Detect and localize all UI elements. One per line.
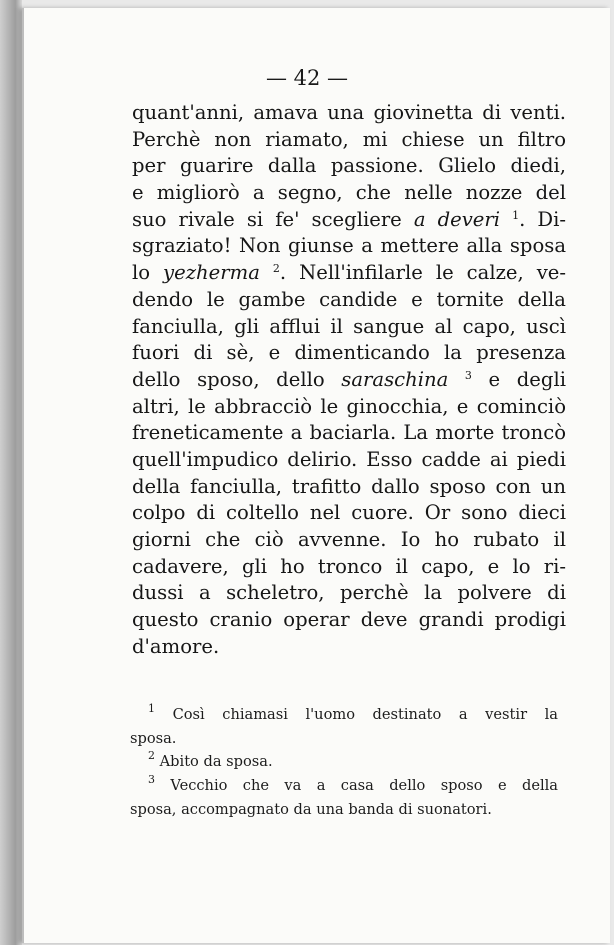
text-line: altri, le abbracciò le ginocchia, e cominciò <box>132 394 566 418</box>
text-line <box>132 207 566 234</box>
footnote-3 <box>130 774 558 798</box>
body-text <box>132 100 566 660</box>
text-segment: lo <box>132 261 164 285</box>
footnote-1 <box>130 703 558 727</box>
text-line: fuori di sè, e dimenticando la presenza <box>132 341 566 365</box>
footnote-ref: 2 <box>272 262 280 276</box>
italic-term: saraschina <box>341 367 449 391</box>
text-line: colpo di coltello nel cuore. Or sono dieci <box>132 501 566 525</box>
text-line: quant'anni, amava una giovinetta di venti. <box>132 101 566 124</box>
text-line: questo cranio operar deve grandi prodigi <box>132 608 566 632</box>
text-line <box>132 260 566 287</box>
text-line: dussi a scheletro, perchè la polvere di <box>132 581 566 605</box>
italic-term: yezherma <box>163 261 260 285</box>
footnote-mark: 2 <box>148 749 155 763</box>
text-segment: . Nell'infilarle le calze, ve- <box>279 261 567 285</box>
text-segment: e degli <box>471 367 566 391</box>
footnote-mark: 1 <box>148 702 155 715</box>
text-line: cadavere, gli ho tronco il capo, e lo ri- <box>132 554 566 578</box>
text-line: e migliorò a segno, che nelle nozze del <box>132 181 566 205</box>
footnote-ref: 3 <box>464 368 472 382</box>
text-line: Perchè non riamato, mi chiese un filtro <box>132 127 566 151</box>
footnote-mark: 3 <box>148 773 155 787</box>
footnote-3-continued: sposa, accompagnato da una banda di suonatori. <box>130 800 492 818</box>
footnote-1-continued: sposa. <box>130 729 177 747</box>
footnote-ref: 1 <box>512 208 520 222</box>
text-segment: . Di- <box>519 207 566 231</box>
text-line: per guarire dalla passione. Glielo diedi, <box>132 154 566 178</box>
text-line <box>132 367 566 394</box>
text-line: giorni che ciò avvenne. Io ho rubato il <box>132 528 566 551</box>
text-line: freneticamente a baciarla. La morte troncò <box>132 421 566 445</box>
text-line: dendo le gambe candide e tornite della <box>132 287 566 311</box>
text-segment: suo rivale si fe' scegliere <box>132 207 414 231</box>
text-line: fanciulla, gli afflui il sangue al capo, uscì <box>132 314 566 338</box>
book-gutter-shadow <box>0 0 22 945</box>
text-line: quell'impudico delirio. Esso cadde ai piedi <box>132 447 566 471</box>
footnote-2 <box>130 750 558 774</box>
text-line: d'amore. <box>132 634 220 658</box>
footnote-text: Abito da sposa. <box>155 753 273 771</box>
text-line: della fanciulla, trafitto dallo sposo con un <box>132 474 566 498</box>
text-line: sgraziato! Non giunse a mettere alla sposa <box>132 234 566 258</box>
footnotes <box>130 703 558 821</box>
footnote-text: Così chiamasi l'uomo destinato a vestir la <box>155 706 558 723</box>
footnote-text: Vecchio che va a casa dello sposo e della <box>155 777 558 795</box>
text-segment: dello sposo, dello <box>132 367 342 391</box>
page-number: — 42 — <box>265 66 349 90</box>
italic-term: a deveri <box>413 207 501 231</box>
